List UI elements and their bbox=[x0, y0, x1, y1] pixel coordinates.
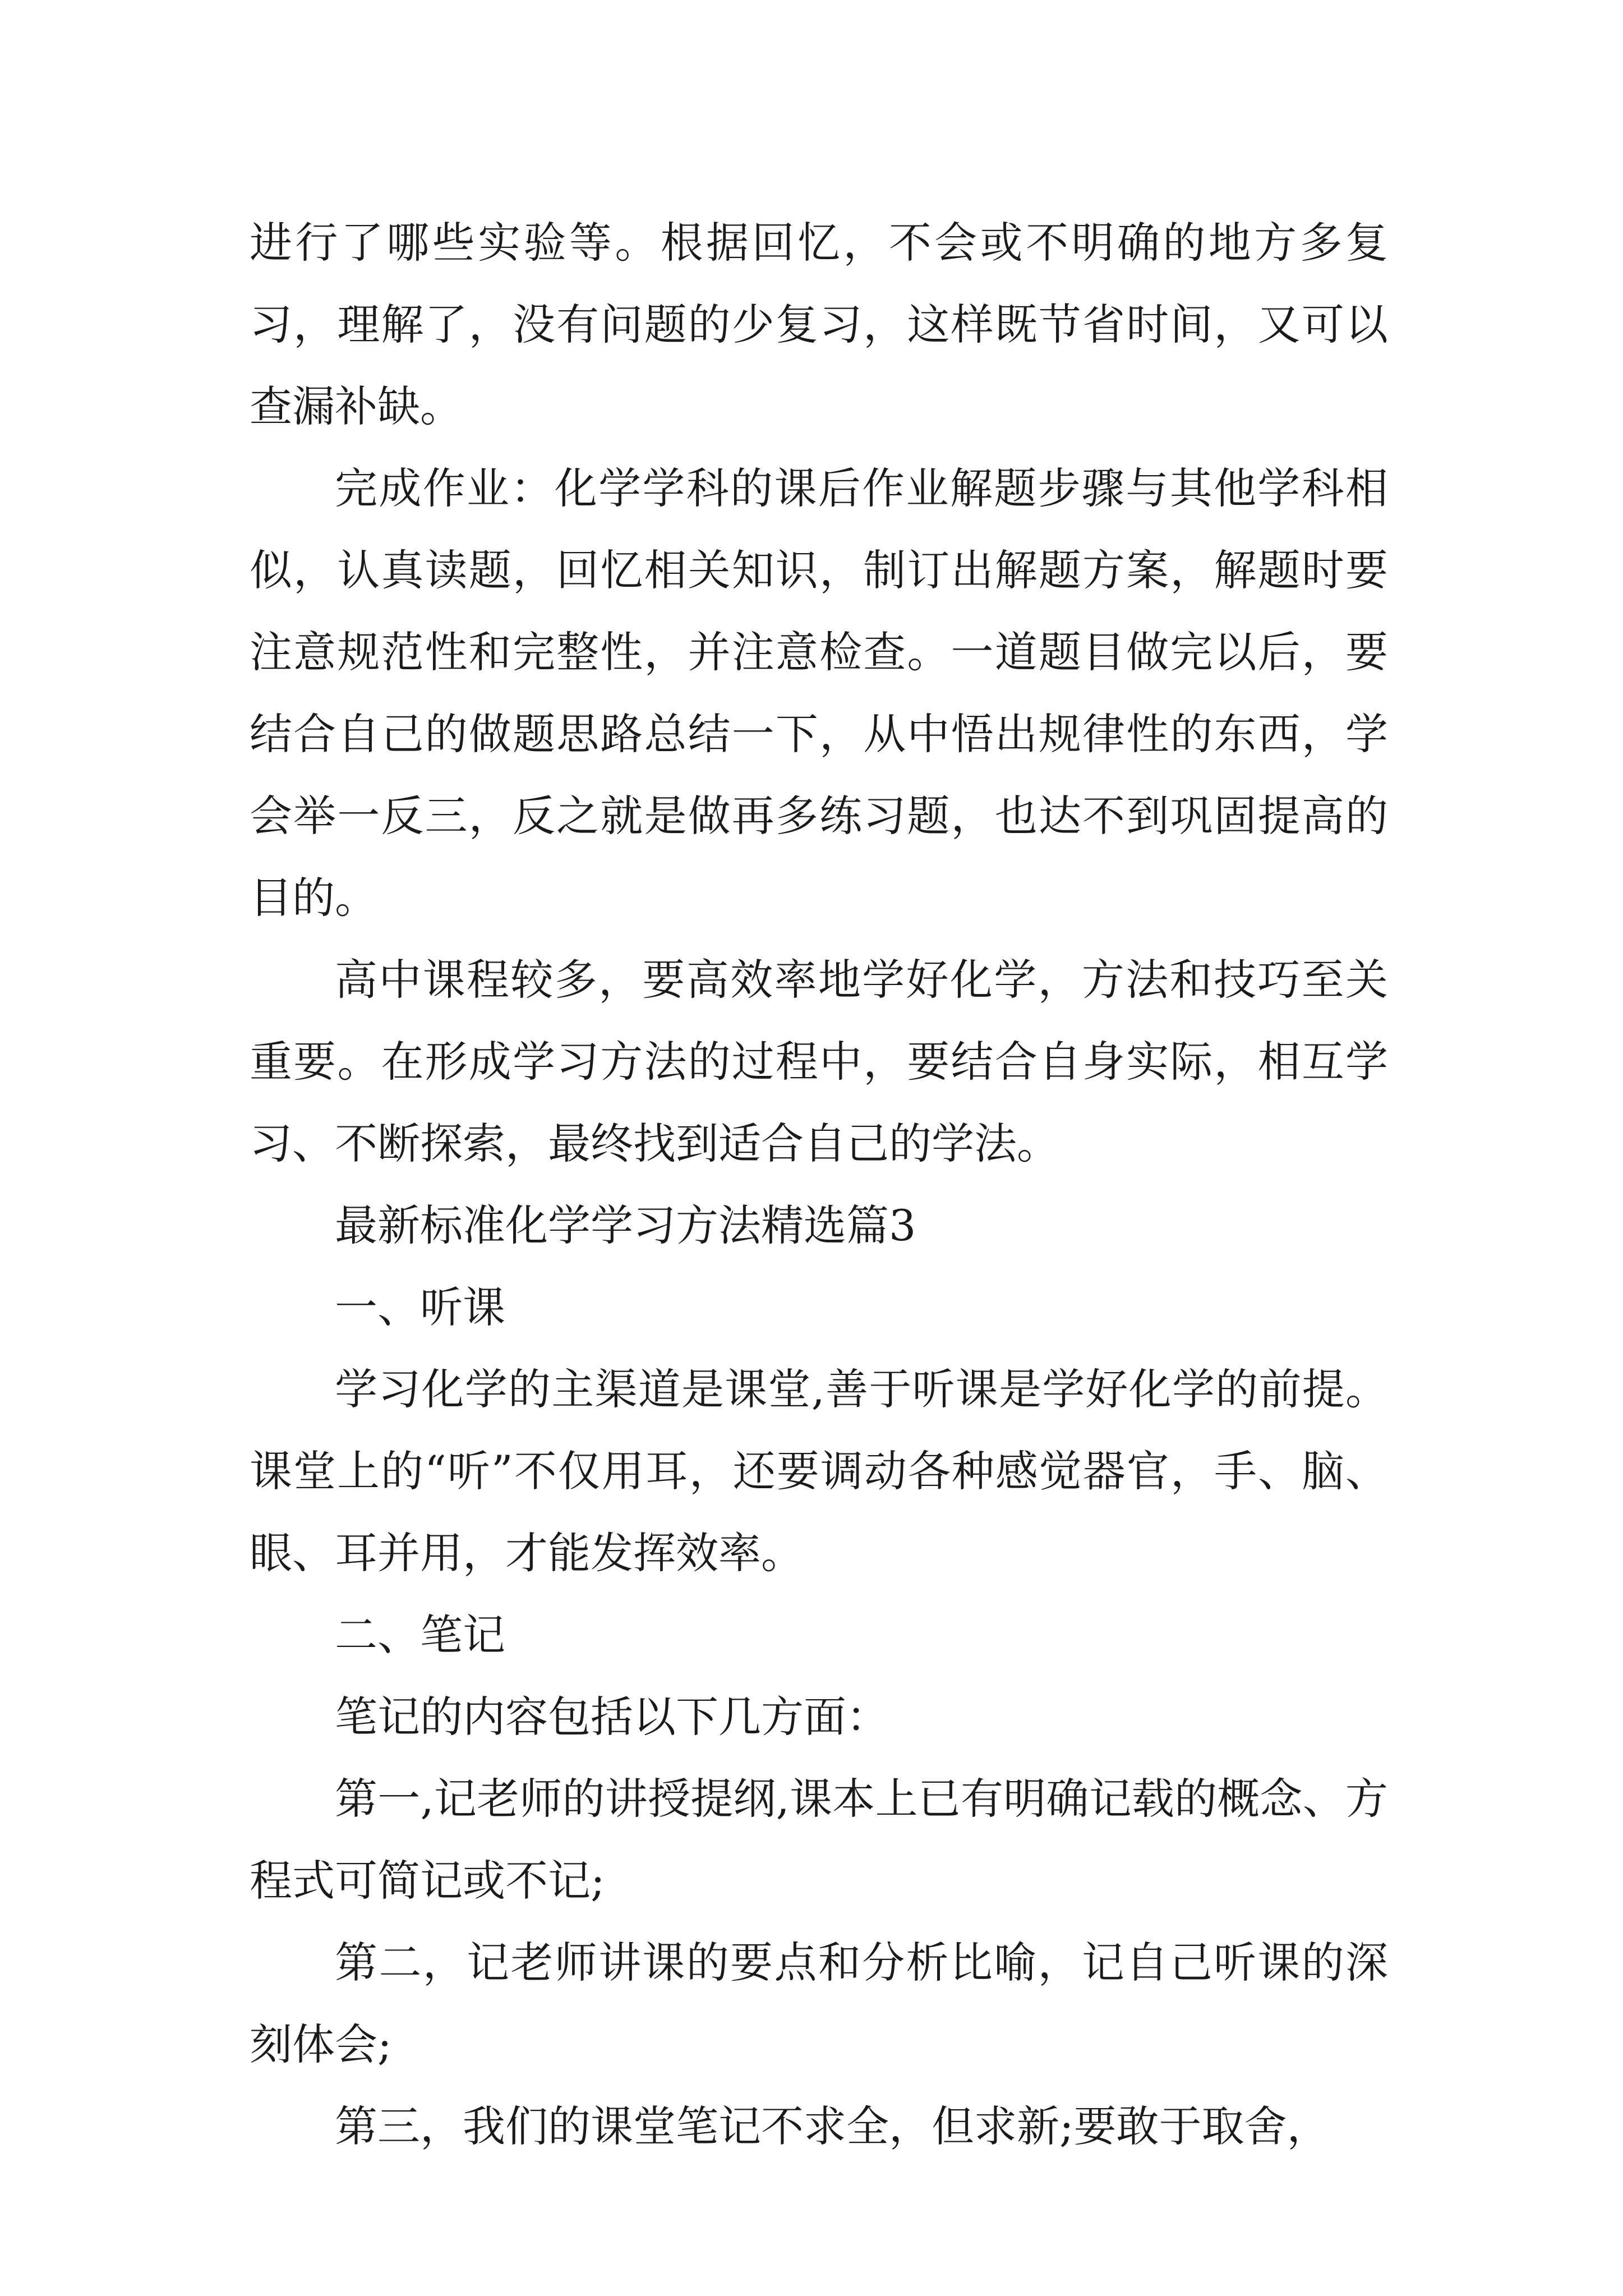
paragraph-notes-first: 第一,记老师的讲授提纲,课本上已有明确记载的概念、方程式可简记或不记; bbox=[250, 1774, 1388, 1906]
subheading-listening: 一、听课 bbox=[335, 1282, 505, 1332]
paragraph-notes-intro: 笔记的内容包括以下几方面： bbox=[335, 1692, 889, 1742]
paragraph-notes-third: 第三，我们的课堂笔记不求全，但求新;要敢于取舍， bbox=[335, 2101, 1330, 2151]
paragraph-listening: 学习化学的主渠道是课堂,善于听课是学好化学的前提。课堂上的“听”不仅用耳，还要调动各种感觉器官，手、脑、眼、耳并用，才能发挥效率。 bbox=[250, 1364, 1388, 1578]
subheading-notes: 二、笔记 bbox=[335, 1610, 505, 1660]
paragraph-notes-second: 第二，记老师讲课的要点和分析比喻，记自己听课的深刻体会; bbox=[250, 1938, 1388, 2069]
paragraph-review-continuation: 进行了哪些实验等。根据回忆，不会或不明确的地方多复习，理解了，没有问题的少复习，这样既节省时间，又可以查漏补缺。 bbox=[250, 218, 1388, 431]
paragraph-homework: 完成作业：化学学科的课后作业解题步骤与其他学科相似，认真读题，回忆相关知识，制订出解题方案，解题时要注意规范性和完整性，并注意检查。一道题目做完以后，要结合自己的做题思路总结一下，从中悟出规律性的东西，学会举一反三，反之就是做再多练习题，也达不到巩固提高的目的。 bbox=[250, 463, 1388, 923]
section-title: 最新标准化学学习方法精选篇3 bbox=[335, 1200, 916, 1250]
paragraph-summary: 高中课程较多，要高效率地学好化学，方法和技巧至关重要。在形成学习方法的过程中，要结合自身实际，相互学习、不断探索，最终找到适合自己的学法。 bbox=[250, 955, 1388, 1168]
document-body bbox=[250, 202, 1388, 2168]
